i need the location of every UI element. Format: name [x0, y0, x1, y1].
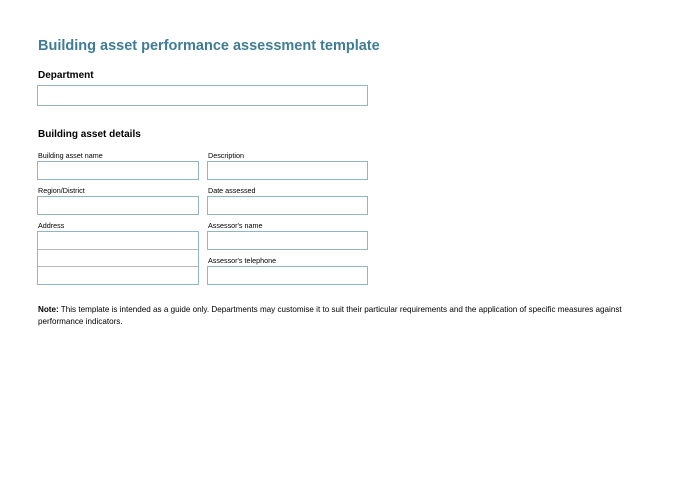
date-assessed-field[interactable]	[207, 196, 368, 215]
description-label: Description	[208, 151, 244, 160]
assessor-telephone-field[interactable]	[207, 266, 368, 285]
date-assessed-label: Date assessed	[208, 186, 256, 195]
assessor-telephone-label: Assessor's telephone	[208, 256, 277, 265]
note-prefix: Note:	[38, 305, 59, 314]
building-asset-name-label: Building asset name	[38, 151, 103, 160]
asset-details-heading: Building asset details	[38, 129, 141, 140]
note-text	[38, 304, 666, 327]
address-label: Address	[38, 221, 65, 230]
address-line-divider	[38, 249, 198, 250]
address-field[interactable]	[37, 231, 199, 285]
building-asset-name-field[interactable]	[37, 161, 199, 180]
page-title: Building asset performance assessment template	[38, 38, 380, 54]
department-field[interactable]	[37, 85, 368, 106]
note-body: This template is intended as a guide only. Departments may customise it to suit their particular requirements and the application of specific measures against performance indicators.	[38, 305, 622, 326]
address-line-divider	[38, 266, 198, 267]
region-district-label: Region/District	[38, 186, 85, 195]
description-field[interactable]	[207, 161, 368, 180]
department-heading: Department	[38, 70, 94, 81]
region-district-field[interactable]	[37, 196, 199, 215]
assessor-name-field[interactable]	[207, 231, 368, 250]
assessor-name-label: Assessor's name	[208, 221, 263, 230]
